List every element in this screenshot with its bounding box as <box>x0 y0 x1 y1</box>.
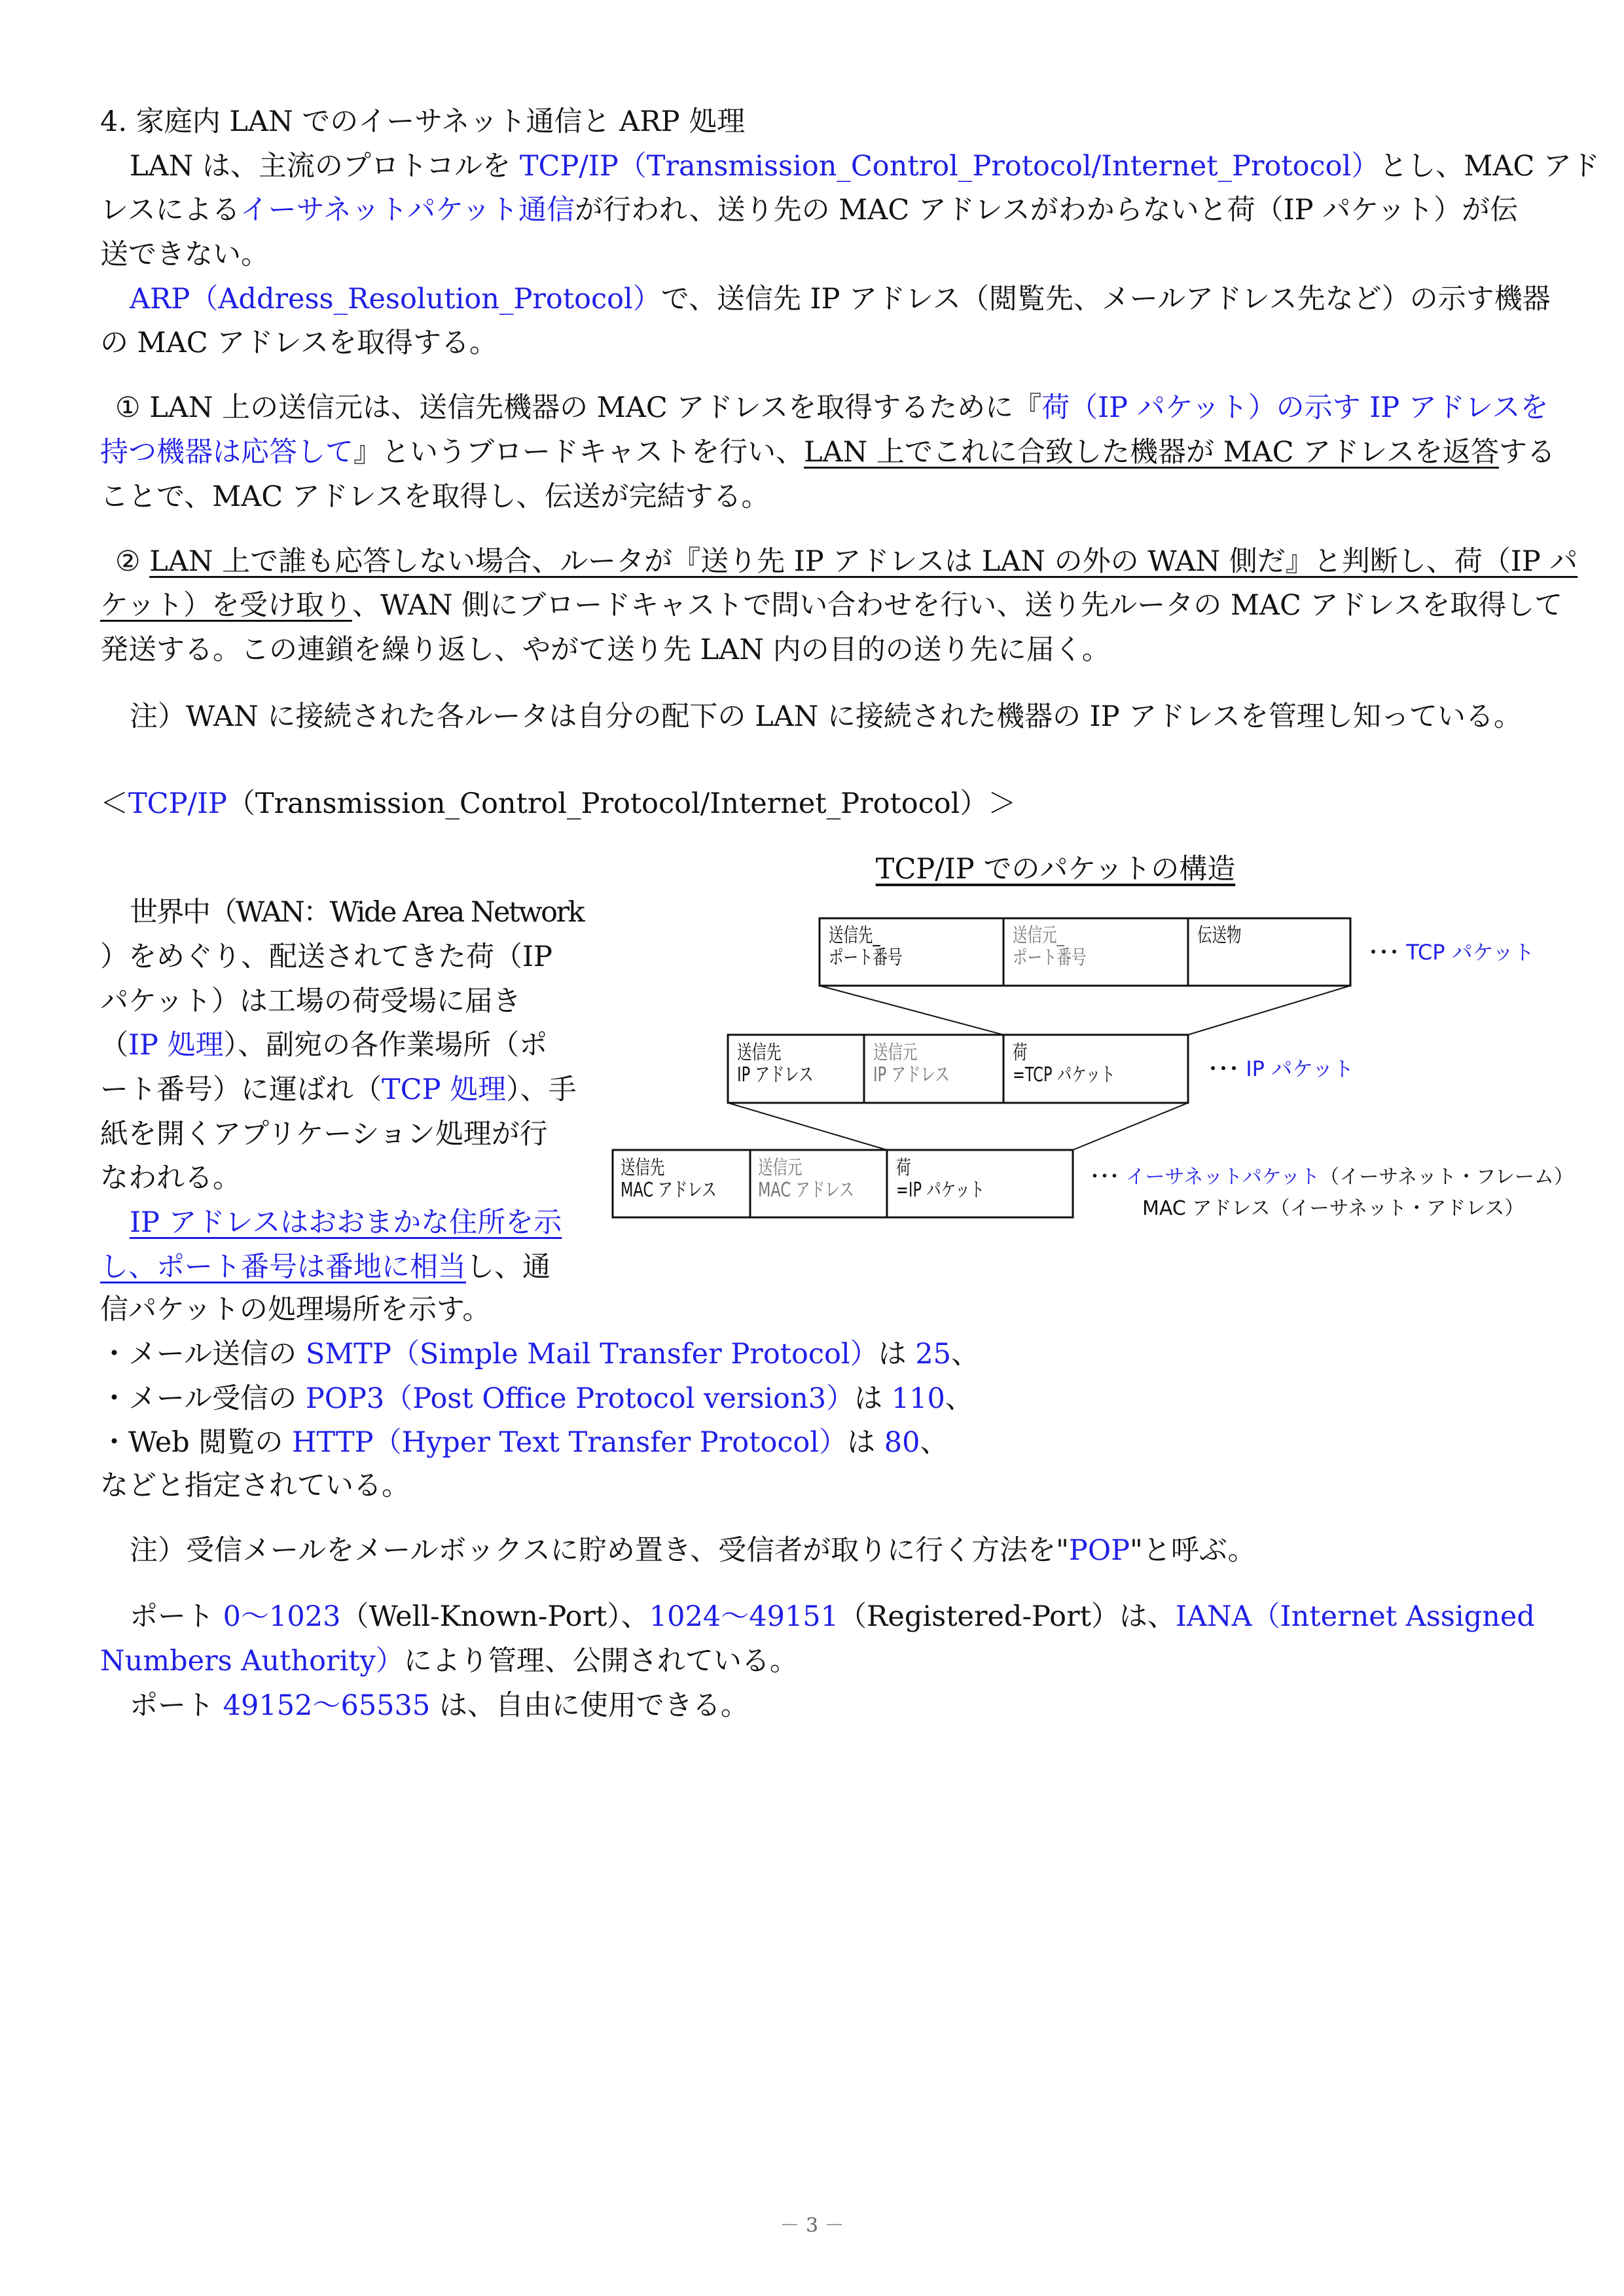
text-segment: ② <box>115 545 150 578</box>
text-segment: （ <box>100 1029 128 1062</box>
text-segment: ）、手 <box>506 1073 577 1106</box>
text-segment: ）をめぐり、配送されてきた荷（IP <box>100 941 552 973</box>
highlighted-term: し、ポート番号は番地に相当 <box>100 1251 466 1283</box>
highlighted-term: Numbers Authority） <box>100 1645 404 1677</box>
text-segment: する <box>1498 436 1555 469</box>
text-segment: なわれる。 <box>100 1162 241 1194</box>
connector-line <box>1188 986 1350 1035</box>
connector-line <box>1073 1103 1188 1150</box>
ip-payload-cell: 荷 =TCP パケット <box>1013 1041 1115 1086</box>
highlighted-term: TCP 処理 <box>382 1073 507 1106</box>
text-segment: ケット）を受け取り <box>100 589 352 622</box>
text-segment: で、送信先 IP アドレス（閲覧先、メールアドレス先など）の示す機器 <box>660 283 1551 315</box>
eth-src-cell: 送信元 MAC アドレス <box>758 1157 854 1202</box>
text-segment: により管理、公開されている。 <box>403 1645 798 1677</box>
highlighted-term: 荷（IP パケット）の示す IP アドレスを <box>1041 391 1549 424</box>
text-segment: （Well-Known-Port）、 <box>340 1600 649 1633</box>
tcp-dest-port-cell: 送信先_ ポート番号 <box>829 924 903 969</box>
highlighted-term: HTTP（Hyper Text Transfer Protocol） <box>292 1426 848 1459</box>
ip-src-cell: 送信元 IP アドレス <box>873 1041 950 1086</box>
text-segment: は <box>878 1338 916 1371</box>
text-segment: ）、副宛の各作業場所（ポ <box>223 1029 548 1062</box>
highlighted-term: 110 <box>891 1382 945 1415</box>
ip-dest-cell: 送信先 IP アドレス <box>737 1041 814 1086</box>
connector-line <box>820 986 1003 1035</box>
text-segment: の MAC アドレスを取得する。 <box>100 327 498 359</box>
highlighted-term: IANA（Internet Assigned <box>1175 1600 1535 1633</box>
text-segment: 注）受信メールをメールボックスに貯め置き、受信者が取りに行く方法を" <box>130 1534 1069 1567</box>
page-number: － 3 － <box>780 2214 844 2237</box>
highlighted-term: IP 処理 <box>128 1029 224 1062</box>
connector-line <box>728 1103 887 1150</box>
text-segment: 送できない。 <box>100 238 269 271</box>
text-segment: （Registered-Port）は、 <box>839 1600 1176 1633</box>
mac-address-label: MAC アドレス（イーサネット・アドレス） <box>1142 1197 1525 1220</box>
text-segment: ート番号）に運ばれ（ <box>100 1073 382 1106</box>
ip-packet-label: ･･･ IP パケット <box>1208 1056 1354 1081</box>
text-segment: は <box>847 1426 884 1459</box>
text-segment: 信パケットの処理場所を示す。 <box>100 1293 491 1326</box>
text-segment: 、WAN 側にブロードキャストで問い合わせを行い、送り先ルータの MAC アドレスを取得して <box>352 589 1563 622</box>
text-segment: ・メール受信の <box>100 1382 306 1415</box>
text-segment: ＜ <box>100 787 128 820</box>
text-segment: ・メール送信の <box>100 1338 306 1371</box>
text-segment: レスによる <box>100 194 240 226</box>
highlighted-term: TCP/IP（Transmission_Control_Protocol/Internet_Protocol） <box>519 150 1380 183</box>
highlighted-term: TCP/IP <box>128 787 227 820</box>
highlighted-term: 25 <box>915 1338 952 1371</box>
highlighted-term: 1024～49151 <box>649 1600 839 1633</box>
highlighted-term: イーサネットパケット通信 <box>240 194 575 226</box>
text-segment: パケット）は工場の荷受場に届き <box>100 985 521 1018</box>
diagram-title: TCP/IP でのパケットの構造 <box>875 853 1236 886</box>
highlighted-term: POP3（Post Office Protocol version3） <box>305 1382 855 1415</box>
text-segment: 注）WAN に接続された各ルータは自分の配下の LAN に接続された機器の IP アドレスを管理し知っている。 <box>130 700 1522 733</box>
text-segment: などと指定されている。 <box>100 1469 410 1502</box>
text-segment: 、 <box>945 1382 973 1415</box>
text-segment: は <box>854 1382 892 1415</box>
text-segment: ① LAN 上の送信元は、送信先機器の MAC アドレスを取得するために『 <box>115 391 1042 424</box>
text-segment: ポート <box>130 1600 223 1633</box>
tcp-packet-label: ･･･ TCP パケット <box>1368 940 1535 965</box>
text-segment: とし、MAC アド <box>1379 150 1600 183</box>
text-segment: 世界中（WAN：Wide Area Network <box>130 896 584 929</box>
eth-dest-cell: 送信先 MAC アドレス <box>621 1157 717 1202</box>
text-segment: ことで、MAC アドレスを取得し、伝送が完結する。 <box>100 480 770 513</box>
text-segment: "と呼ぶ。 <box>1130 1534 1256 1567</box>
highlighted-term: ARP（Address_Resolution_Protocol） <box>130 283 661 315</box>
ethernet-packet-label: ･･･ イーサネットパケット（イーサネット・フレーム） <box>1090 1166 1574 1189</box>
text-segment: は、自由に使用できる。 <box>430 1689 749 1722</box>
highlighted-term: POP <box>1068 1534 1130 1567</box>
text-segment: 、 <box>951 1338 980 1371</box>
text-segment: ・Web 閲覧の <box>100 1426 293 1459</box>
text-segment: し、通 <box>466 1251 550 1283</box>
text-segment: 』というブロードキャストを行い、 <box>353 436 804 469</box>
text-segment: 発送する。この連鎖を繰り返し、やがて送り先 LAN 内の目的の送り先に届く。 <box>100 634 1110 666</box>
text-segment: LAN は、主流のプロトコルを <box>130 150 520 183</box>
text-segment: が行われ、送り先の MAC アドレスがわからないと荷（IP パケット）が伝 <box>575 194 1519 226</box>
text-segment: 4. 家庭内 LAN でのイーサネット通信と ARP 処理 <box>100 105 746 138</box>
highlighted-term: SMTP（Simple Mail Transfer Protocol） <box>305 1338 878 1371</box>
text-segment: LAN 上で誰も応答しない場合、ルータが『送り先 IP アドレスは LAN の外の WAN 側だ』と判断し、荷（IP パ <box>149 545 1578 578</box>
tcp-src-port-cell: 送信元_ ポート番号 <box>1013 924 1087 969</box>
highlighted-term: 80 <box>884 1426 920 1459</box>
highlighted-term: IP アドレスはおおまかな住所を示 <box>130 1206 562 1239</box>
text-segment: 紙を開くアプリケーション処理が行 <box>100 1118 548 1151</box>
highlighted-term: 0～1023 <box>223 1600 341 1633</box>
highlighted-term: 49152～65535 <box>223 1689 431 1722</box>
eth-payload-cell: 荷 =IP パケット <box>896 1157 985 1202</box>
highlighted-term: 持つ機器は応答して <box>100 436 353 469</box>
text-segment: ポート <box>130 1689 223 1722</box>
tcp-payload-cell: 伝送物 <box>1197 924 1242 947</box>
text-segment: 、 <box>920 1426 948 1459</box>
text-segment: LAN 上でこれに合致した機器が MAC アドレスを返答 <box>804 436 1499 469</box>
text-segment: （Transmission_Control_Protocol/Internet_Protocol）＞ <box>226 787 1017 820</box>
